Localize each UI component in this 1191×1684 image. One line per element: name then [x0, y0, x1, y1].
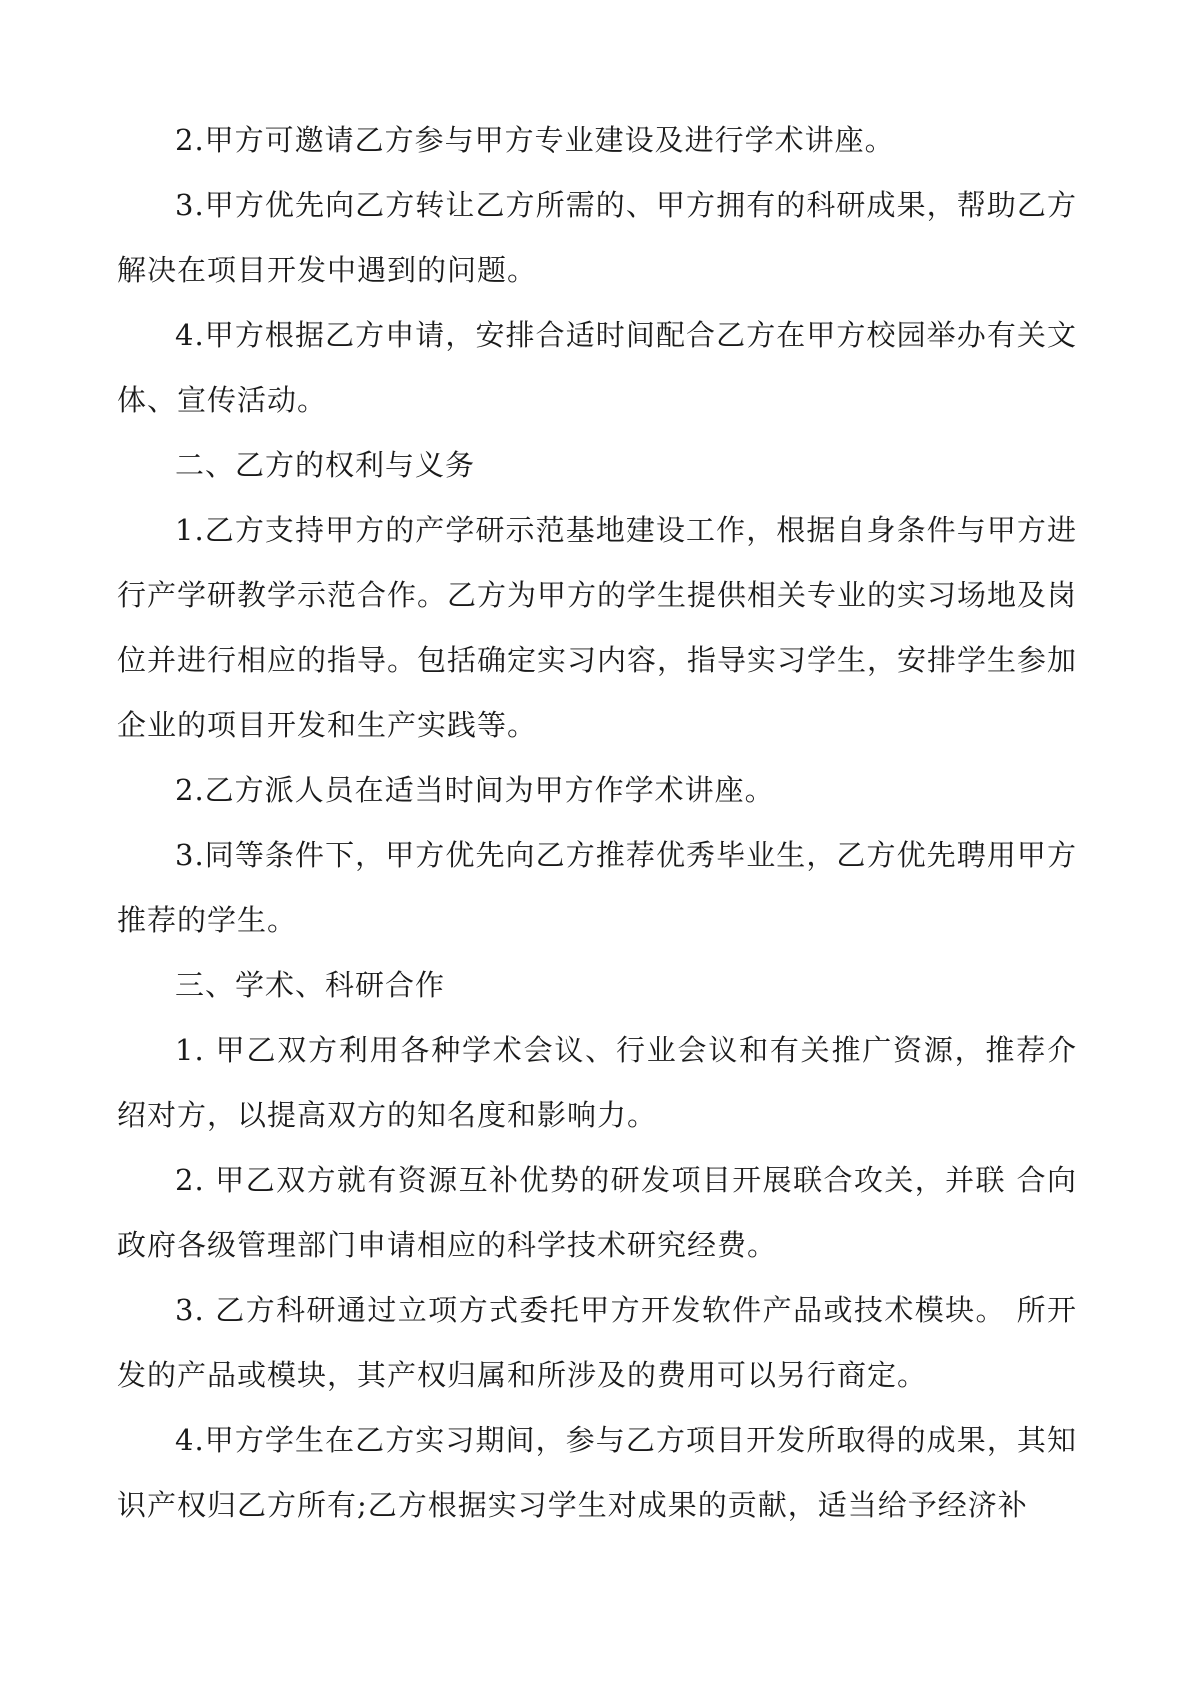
paragraph-item: 4.甲方根据乙方申请，安排合适时间配合乙方在甲方校园举办有关文体、宣传活动。 [117, 318, 1077, 417]
paragraph-item: 4.甲方学生在乙方实习期间，参与乙方项目开发所取得的成果，其知识产权归乙方所有;乙方根据实习学生对成果的贡献，适当给予经济补 [117, 1423, 1077, 1522]
section-heading: 二、乙方的权利与义务 [175, 448, 476, 482]
section-heading: 三、学术、科研合作 [175, 968, 446, 1002]
document-body [117, 108, 1077, 1538]
paragraph-item: 2. 甲乙双方就有资源互补优势的研发项目开展联合攻关，并联 合向政府各级管理部门申请相应的科学技术研究经费。 [117, 1163, 1077, 1262]
paragraph-item: 2.甲方可邀请乙方参与甲方专业建设及进行学术讲座。 [175, 123, 895, 157]
paragraph-item: 1.乙方支持甲方的产学研示范基地建设工作，根据自身条件与甲方进行产学研教学示范合作。乙方为甲方的学生提供相关专业的实习场地及岗位并进行相应的指导。包括确定实习内容，指导实习学生，安排学生参加企业的项目开发和生产实践等。 [117, 513, 1078, 742]
paragraph-item: 1. 甲乙双方利用各种学术会议、行业会议和有关推广资源，推荐介绍对方，以提高双方的知名度和影响力。 [117, 1033, 1077, 1132]
paragraph-item: 3.甲方优先向乙方转让乙方所需的、甲方拥有的科研成果，帮助乙方解决在项目开发中遇到的问题。 [117, 188, 1077, 287]
paragraph-item: 3. 乙方科研通过立项方式委托甲方开发软件产品或技术模块。 所开发的产品或模块，其产权归属和所涉及的费用可以另行商定。 [117, 1293, 1077, 1392]
paragraph-item: 3.同等条件下，甲方优先向乙方推荐优秀毕业生，乙方优先聘用甲方推荐的学生。 [117, 838, 1077, 937]
paragraph-item: 2.乙方派人员在适当时间为甲方作学术讲座。 [175, 773, 775, 807]
